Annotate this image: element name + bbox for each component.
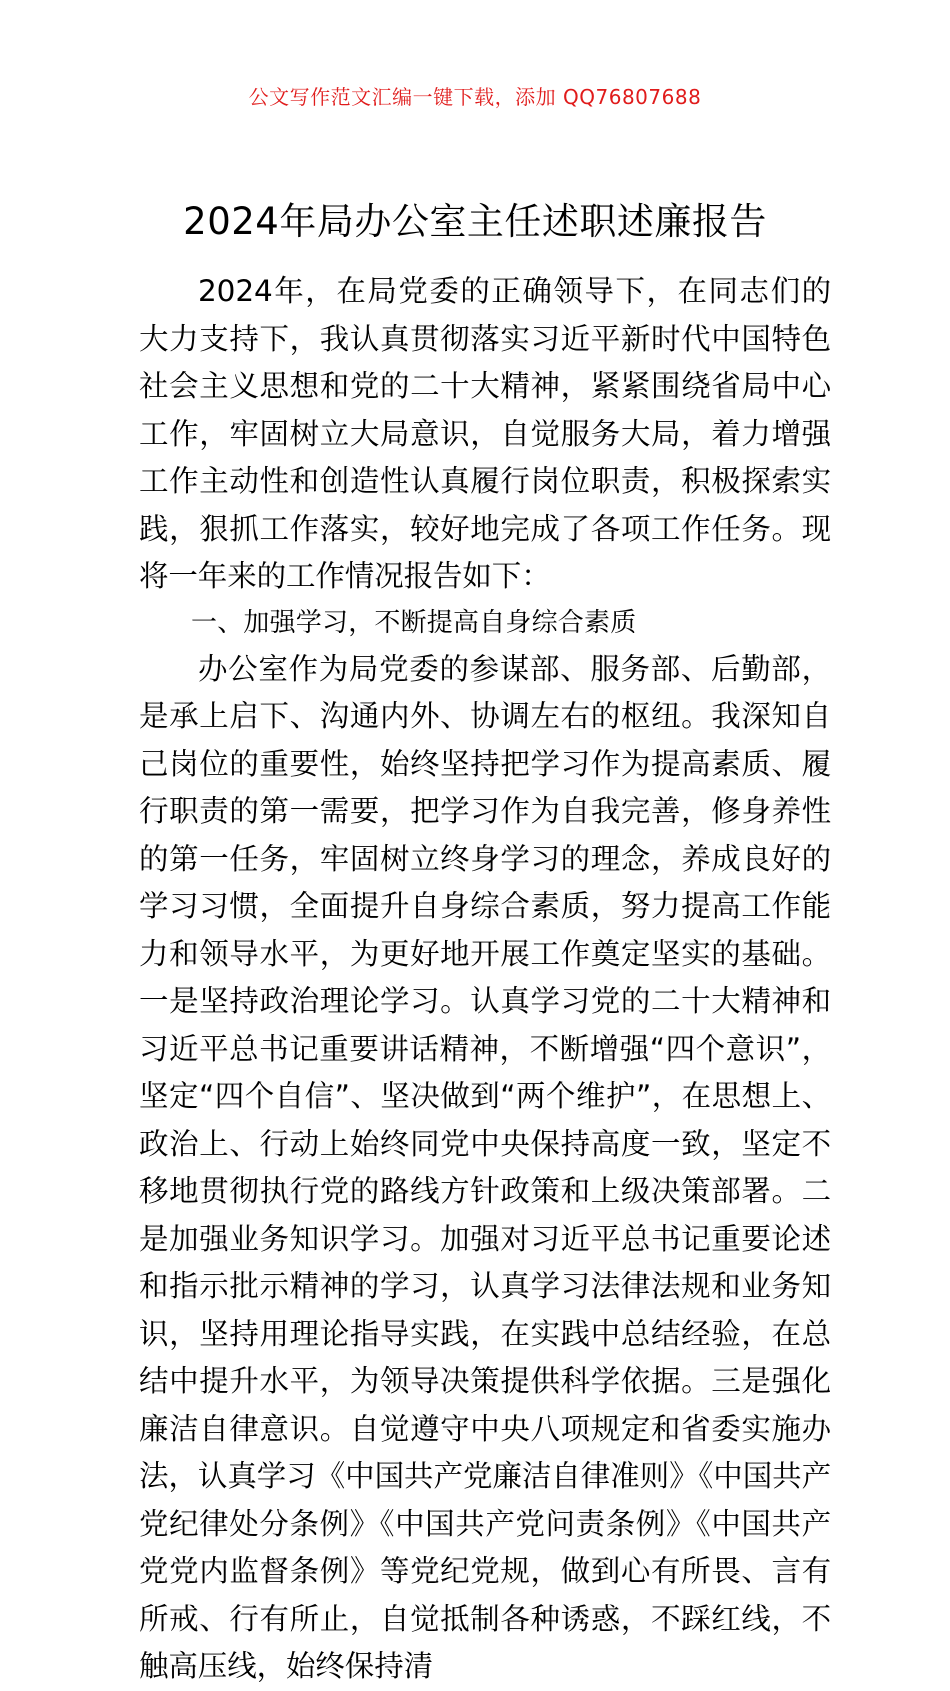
document-title: 2024年局办公室主任述职述廉报告 <box>183 199 767 243</box>
paragraph-section-one-body: 办公室作为局党委的参谋部、服务部、后勤部，是承上启下、沟通内外、协调左右的枢纽。我深知自己岗位的重要性，始终坚持把学习作为提高素质、履行职责的第一需要，把学习作为自我完善，修身养性的第一任务，牢固树立终身学习的理念，养成良好的学习习惯，全面提升自身综合素质，努力提高工作能力和领导水平，为更好地开展工作奠定坚实的基础。一是坚持政治理论学习。认真学习党的二十大精神和习近平总书记重要讲话精神，不断增强“四个意识”，坚定“四个自信”、坚决做到“两个维护”，在思想上、政治上、行动上始终同党中央保持高度一致，坚定不移地贯彻执行党的路线方针政策和上级决策部署。二是加强业务知识学习。加强对习近平总书记重要论述和指示批示精神的学习，认真学习法律法规和业务知识，坚持用理论指导实践，在实践中总结经验，在总结中提升水平，为领导决策提供科学依据。三是强化廉洁自律意识。自觉遵守中央八项规定和省委实施办法，认真学习《中国共产党廉洁自律准则》《中国共产党纪律处分条例》《中国共产党问责条例》《中国共产党党内监督条例》等党纪党规，做到心有所畏、言有所戒、行有所止，自觉抵制各种诱惑，不踩红线，不触高压线，始终保持清 <box>139 651 831 1683</box>
section-heading-one: 一、加强学习，不断提高自身综合素质 <box>191 607 637 638</box>
paragraph-intro: 2024年，在局党委的正确领导下，在同志们的大力支持下，我认真贯彻落实习近平新时代中国特色社会主义思想和党的二十大精神，紧紧围绕省局中心工作，牢固树立大局意识，自觉服务大局，着力增强工作主动性和创造性认真履行岗位职责，积极探索实践，狠抓工作落实，较好地完成了各项工作任务。现将一年来的工作情况报告如下： <box>139 274 831 593</box>
watermark-advertisement-text: 公文写作范文汇编一键下载，添加 QQ76807688 <box>248 85 702 109</box>
document-body <box>139 268 831 1691</box>
